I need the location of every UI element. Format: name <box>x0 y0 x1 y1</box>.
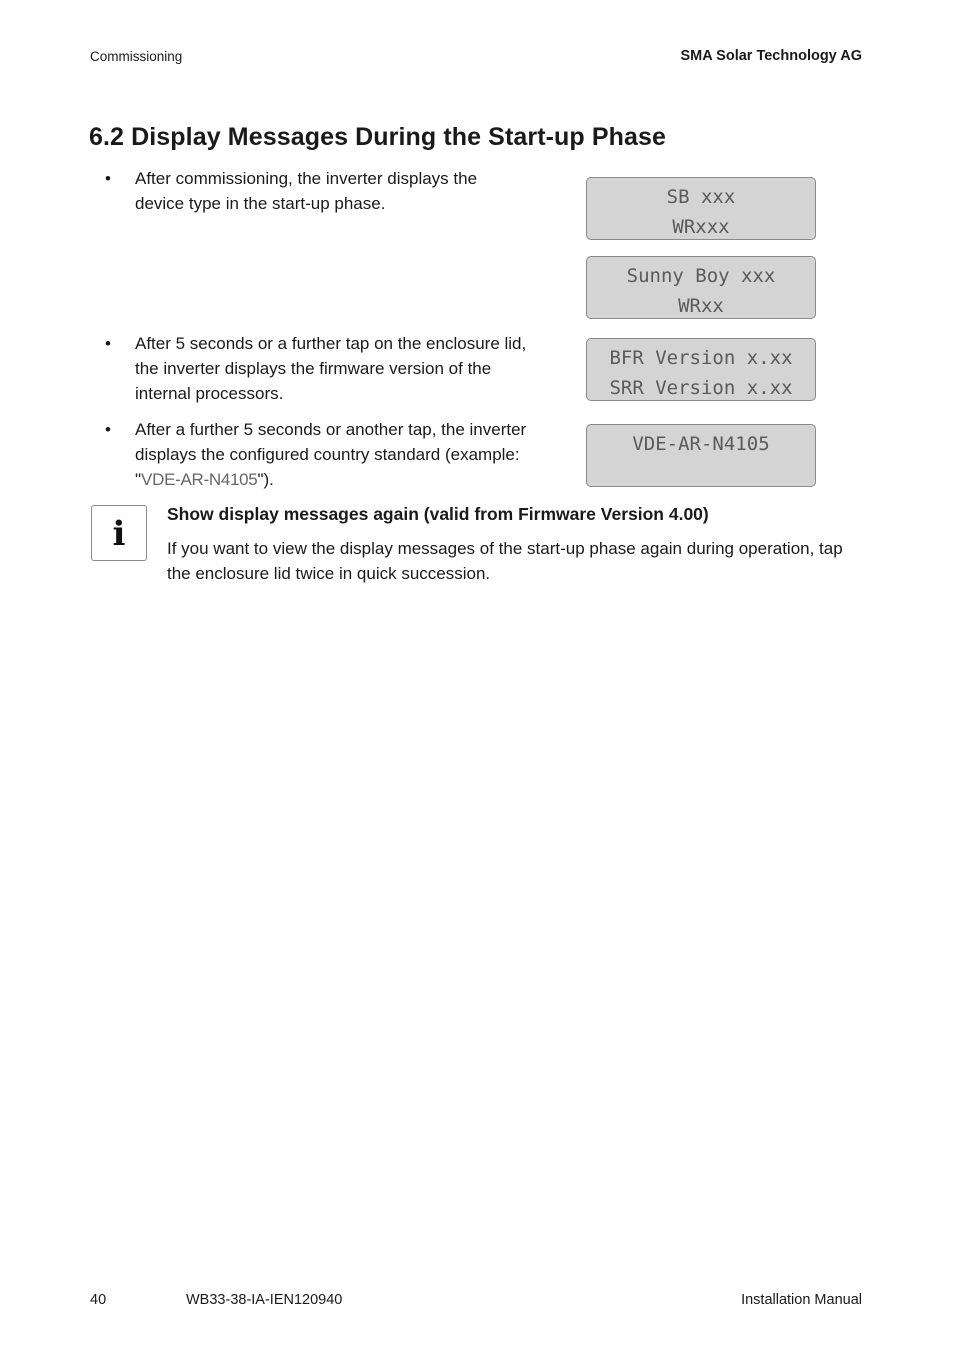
bullet-item-country-standard <box>105 417 535 492</box>
note-title: Show display messages again (valid from Firmware Version 4.00) <box>167 504 709 524</box>
section-heading: 6.2 Display Messages During the Start-up Phase <box>89 123 666 151</box>
country-standard-example: VDE-AR-N4105 <box>141 470 258 489</box>
info-icon-glyph: i <box>112 514 126 554</box>
display-panel-firmware-version <box>586 338 816 401</box>
footer-document-type: Installation Manual <box>741 1292 862 1308</box>
display-line-2: WRxxx <box>672 216 730 238</box>
bullet-marker: • <box>105 169 111 188</box>
bullet-item-firmware-version <box>105 331 535 406</box>
info-icon <box>91 505 147 561</box>
bullet-marker: • <box>105 420 111 439</box>
display-panel-device-type <box>586 177 816 240</box>
header-company-name: SMA Solar Technology AG <box>680 48 862 64</box>
display-line-1: BFR Version x.xx <box>609 347 793 369</box>
bullet-item-device-type <box>105 166 535 216</box>
display-panel-product-name <box>586 256 816 319</box>
display-line-2: WRxx <box>678 295 724 317</box>
display-line-2: SRR Version x.xx <box>609 377 793 399</box>
bullet-text: After 5 seconds or a further tap on the enclosure lid, the inverter displays the firmware version of the internal processors. <box>135 334 527 403</box>
note-body: If you want to view the display messages of the start-up phase again during operation, tap the enclosure lid twice in quick succession. <box>167 539 843 583</box>
display-line-1: Sunny Boy xxx <box>626 265 776 287</box>
header-section-title: Commissioning <box>90 49 183 64</box>
display-line-1: VDE-AR-N4105 <box>632 433 770 455</box>
bullet-text-before: After a further 5 seconds or another tap, the inverter displays the configured country standard (example: " <box>135 420 527 489</box>
footer-document-id: WB33-38-IA-IEN120940 <box>186 1292 343 1308</box>
footer-page-number: 40 <box>90 1292 107 1308</box>
bullet-marker: • <box>105 334 111 353</box>
display-line-2 <box>587 459 815 489</box>
bullet-text: After commissioning, the inverter displays the device type in the start-up phase. <box>135 169 478 213</box>
bullet-text <box>135 417 535 492</box>
display-line-1: SB xxx <box>666 186 736 208</box>
bullet-text-after: "). <box>257 470 274 489</box>
display-panel-country-standard <box>586 424 816 487</box>
